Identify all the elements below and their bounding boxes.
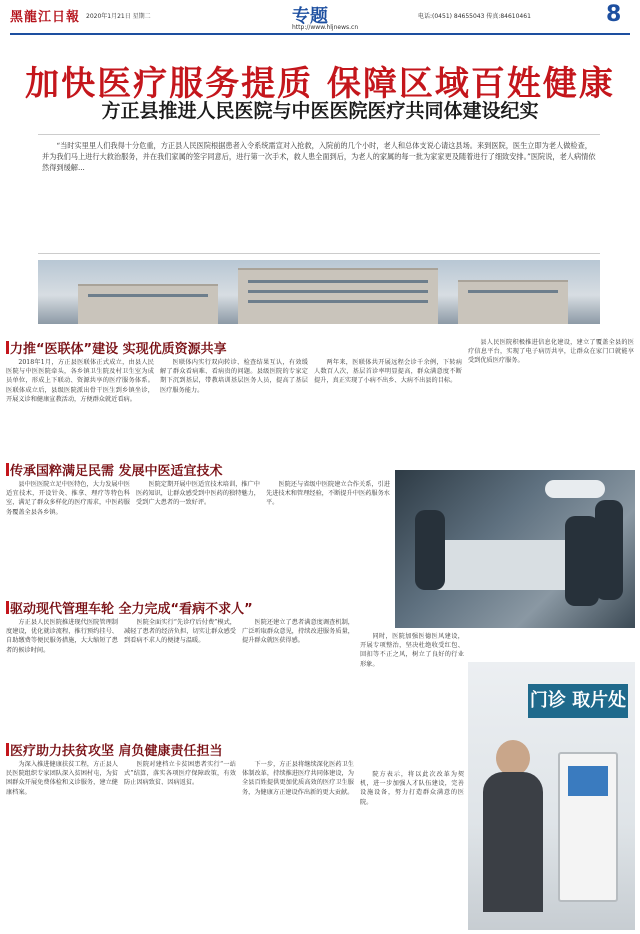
page-number: 8 (606, 2, 622, 27)
section-4-column-1: 为深入推进健康扶贫工程，方正县人民医院组织专家团队深入贫困村屯，为贫困群众开展免费体检和义诊服务，建立健康档案。 (6, 761, 118, 796)
section-1-column-3: 两年来，医联体共开展远程会诊千余例，下转病人数百人次，基层首诊率明显提高，群众满意度不断提升，真正实现了小病不出乡、大病不出县的目标。 (314, 359, 462, 385)
issue-date: 2020年1月21日 星期二 (86, 13, 151, 20)
section-title: 专题 (292, 6, 328, 27)
website: http://www.hljnews.cn (292, 24, 359, 31)
section-2-column-2: 医院定期开展中医适宜技术培训，推广中医药知识，让群众感受到中医药的独特魅力，受到广大患者的一致好评。 (136, 481, 260, 507)
section-1-column-1: 2018年1月，方正县医联体正式成立，由县人民医院与中医医院牵头，各乡镇卫生院及村卫生室为成员单位，形成上下联动、资源共享的医疗服务体系。医联体成立后，县级医院派出骨干医生到乡镇坐诊，开展义诊和健康宣教活动，方便群众就近看病。 (6, 359, 154, 403)
section-1-column-4: 县人民医院积极推进信息化建设，建立了覆盖全县的医疗信息平台，实现了电子病历共享，让群众在家门口就能享受到优质医疗服务。 (468, 339, 634, 365)
contact-phones: 电话:(0451) 84655043 传真:84610461 (418, 13, 531, 20)
section-4-column-3: 下一步，方正县将继续深化医药卫生体制改革，持续推进医疗共同体建设，为全县百姓提供更加优质高效的医疗卫生服务，为健康方正建设作出新的更大贡献。 (242, 761, 354, 796)
masthead (0, 0, 640, 34)
article-lead: “当时实里里人们我得十分危重，方正县人民医院根据患者入令系统需宣对入抢救，入院前的几个小时，老人和总体支说心请这县场。来到医院，医生立即为老人做检查，并为我们马上进行大救治服务，并在我们家属的签字同意后，进行第一次手术，救人患全面到后，为老人的家属的每一批为家家更及随着进行了细致安排。”医院说，老人病情依然得到缓解... (38, 134, 600, 254)
section-heading-1: 力推“医联体”建设 实现优质资源共享 (10, 338, 227, 356)
section-heading-3: 驱动现代管理车轮 全力完成“看病不求人” (10, 598, 253, 616)
section-4-column-4: 院方表示，将以此次改革为契机，进一步加强人才队伍建设，完善设施设备，努力打造群众满意的医院。 (360, 771, 464, 806)
section-1-column-2: 医联体内实行双向转诊、检查结果互认，有效缓解了群众看病难、看病贵的问题。县级医院的专家定期下沉到基层，带教培训基层医务人员，提高了基层医疗服务能力。 (160, 359, 308, 394)
section-3-column-3: 医院还建立了患者满意度调查机制，广泛听取群众意见，持续改进服务质量，提升群众就医获得感。 (242, 619, 354, 645)
header-rule (10, 33, 630, 35)
section-heading-4: 医疗助力扶贫攻坚 肩负健康责任担当 (10, 740, 223, 758)
section-2-column-1: 县中医医院立足中医特色，大力发展中医适宜技术，开设针灸、推拿、理疗等特色科室，满足了群众多样化的医疗需求，中医药服务覆盖全县各乡镇。 (6, 481, 130, 516)
article-headline: 加快医疗服务提质 保障区域百姓健康 (25, 64, 615, 104)
section-3-column-1: 方正县人民医院推进现代医院管理制度建设，优化就诊流程，推行预约挂号、自助缴费等便民服务措施，大大缩短了患者的候诊时间。 (6, 619, 118, 654)
section-3-column-2: 医院全面实行“先诊疗后付费”模式，减轻了患者的经济负担，切实让群众感受到看病不求人的便捷与温暖。 (124, 619, 236, 645)
section-3-column-4: 同时，医院加强医德医风建设，开展专项整治，坚决杜绝收受红包、回扣等不正之风，树立了良好的行业形象。 (360, 633, 464, 668)
section-heading-2: 传承国粹满足民需 发展中医适宜技术 (10, 460, 223, 478)
hospital-kiosk-photo (468, 662, 635, 930)
hospital-building-photo (38, 260, 600, 324)
section-2-column-3: 医院还与省级中医院建立合作关系，引进先进技术和管理经验，不断提升中医药服务水平。 (266, 481, 390, 507)
section-4-column-2: 医院对建档立卡贫困患者实行“一站式”结算，落实各项医疗保障政策，有效防止因病致贫、因病返贫。 (124, 761, 236, 787)
photo-sign-text: 门诊 取片处 (528, 684, 628, 718)
surgery-photo (395, 470, 635, 628)
newspaper-logo: 黑龍江日報 (10, 10, 81, 25)
article-subhead: 方正县推进人民医院与中医医院医疗共同体建设纪实 (101, 100, 539, 122)
